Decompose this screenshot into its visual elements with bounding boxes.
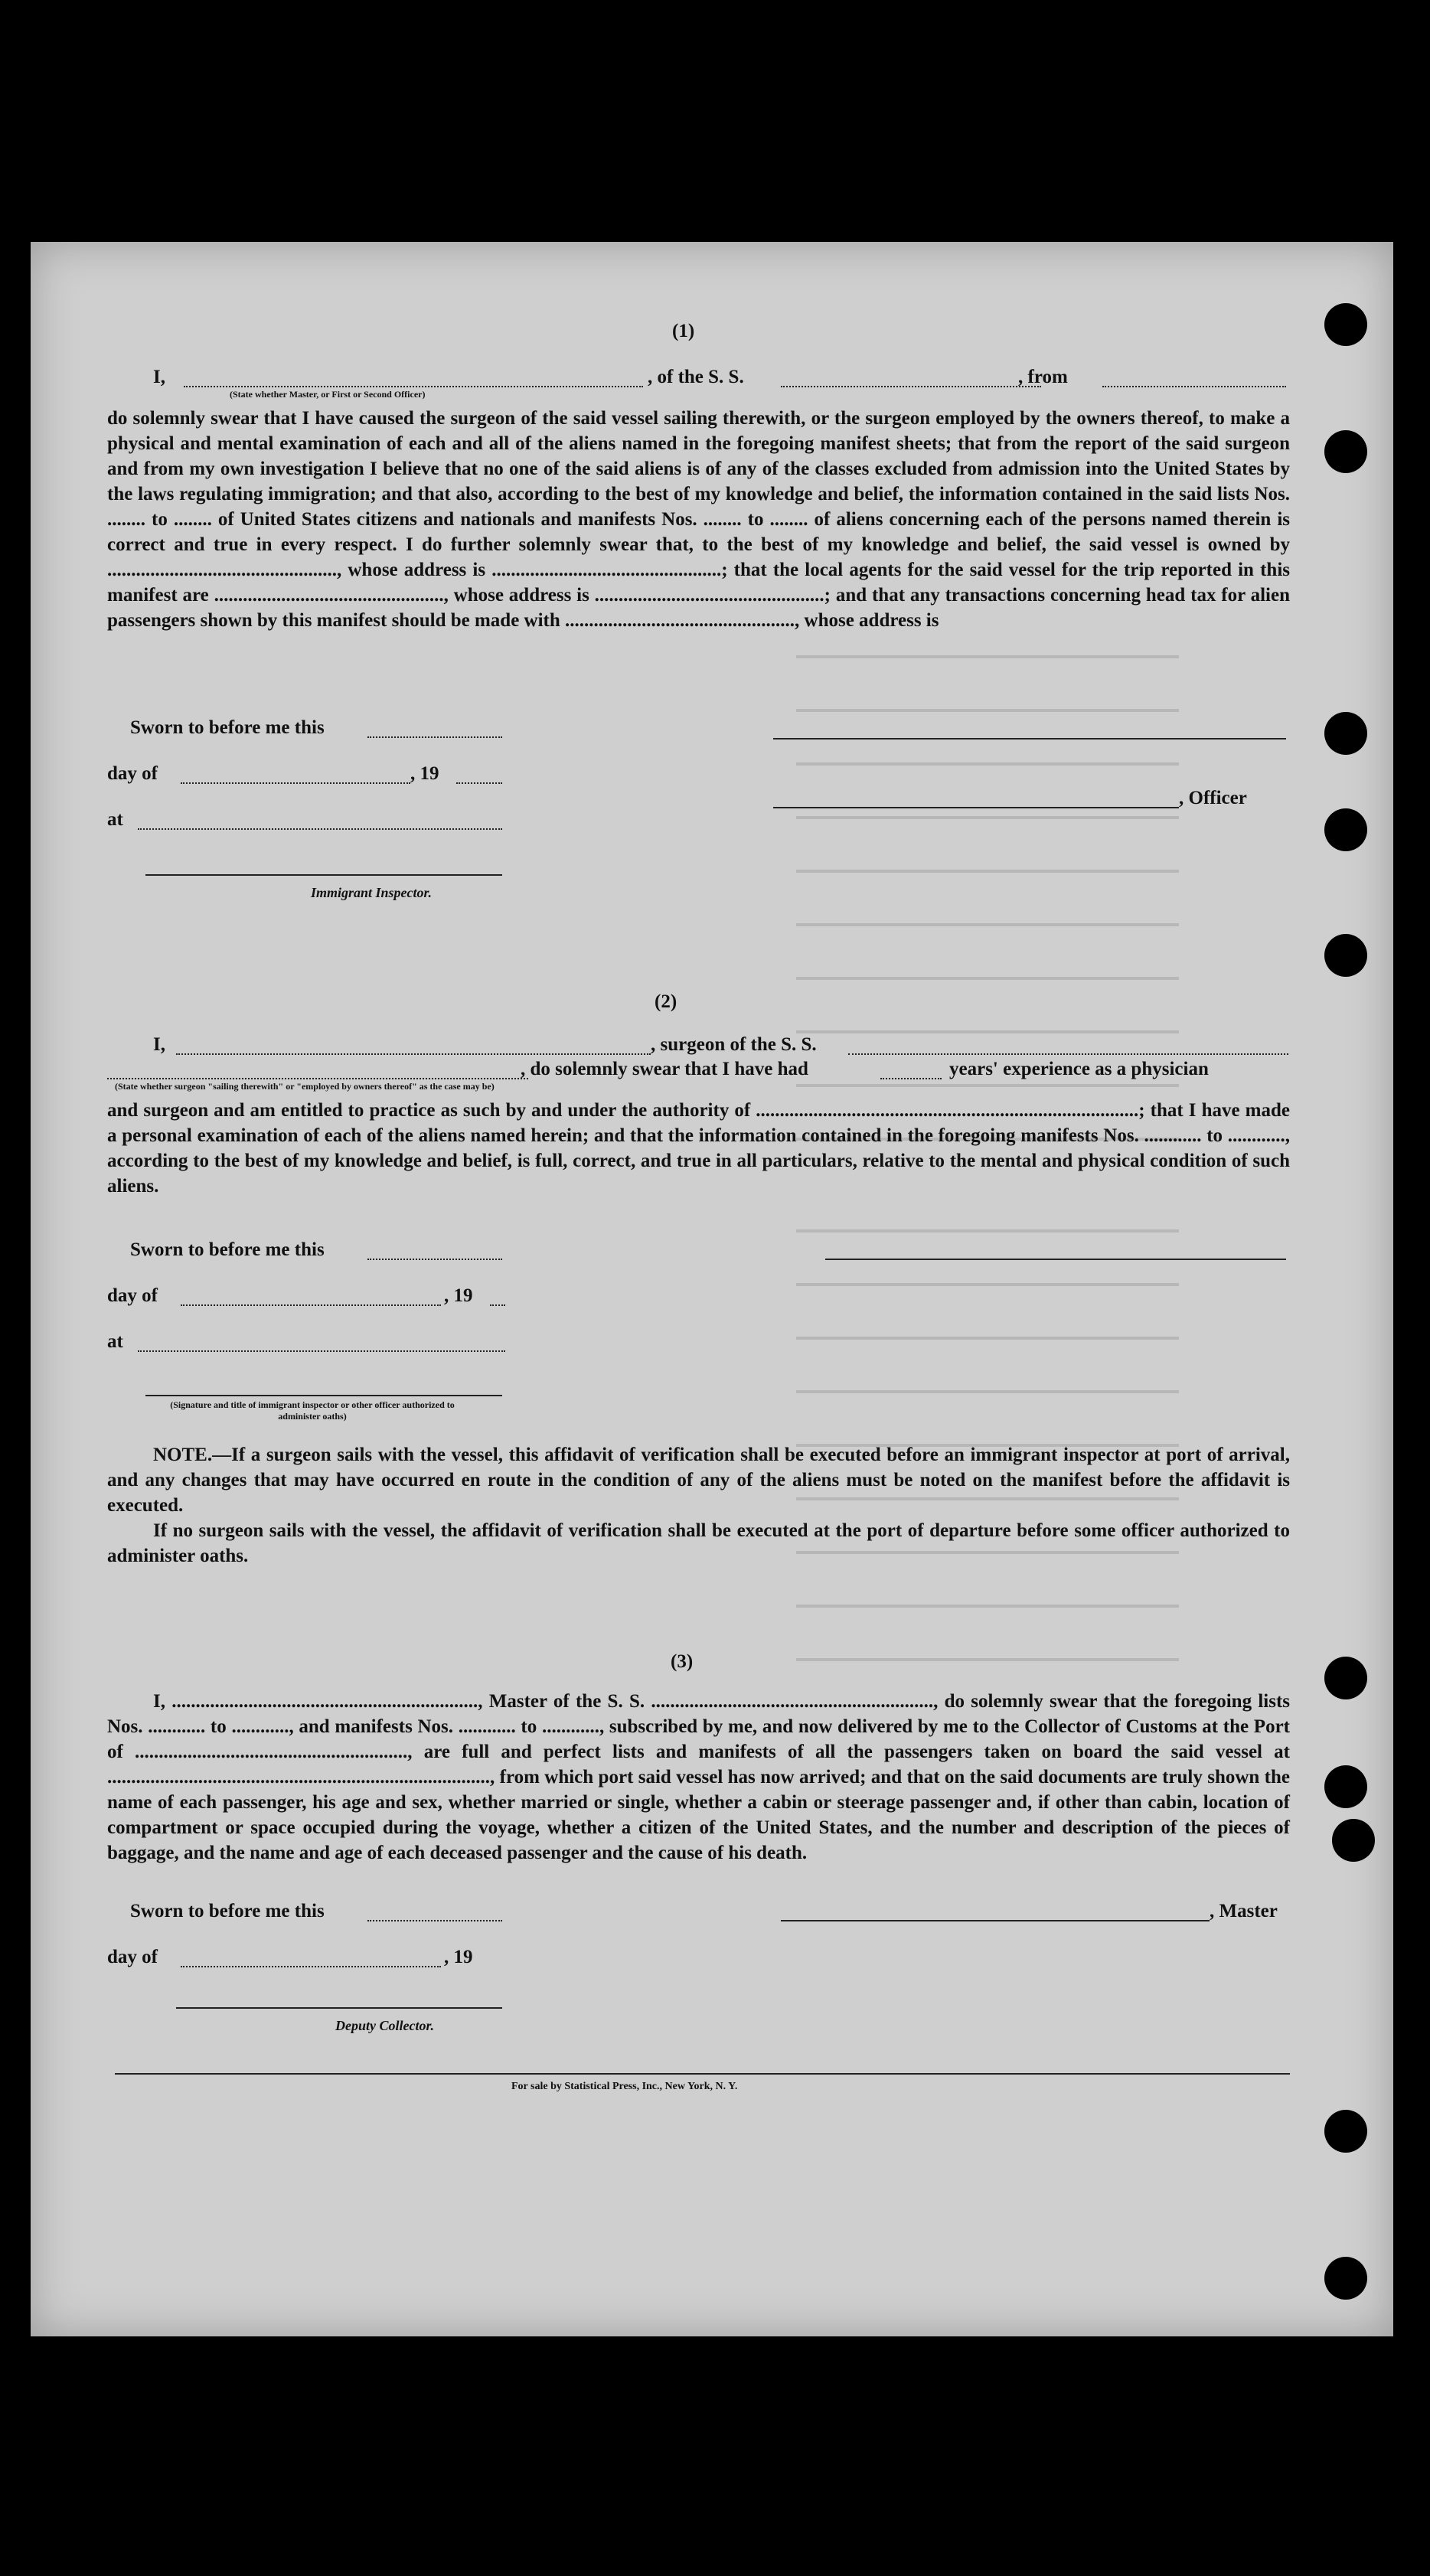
bleed-through-text [796, 1199, 1179, 1673]
section-number: (1) [672, 321, 695, 341]
punch-hole [1324, 430, 1367, 473]
years-line [880, 1078, 942, 1079]
punch-hole [1324, 934, 1367, 977]
footer-rule [115, 2073, 1290, 2075]
signature-title-note: (Signature and title of immigrant inspector or other officer authorized to administer oaths) [170, 1399, 455, 1422]
surgeon-vessel-line [848, 1053, 1288, 1055]
master-signature-line [781, 1920, 1210, 1921]
punch-hole [1332, 1819, 1375, 1862]
note-paragraph: NOTE.—If a surgeon sails with the vessel, this affidavit of verification shall be executed before an immigrant inspector at port of arrival, and any changes that may have occurred en route in the condition of any of the aliens must be noted on the manifest before the affidavit is executed. [107, 1445, 1290, 1516]
of-ss-label: , of the S. S. [648, 367, 744, 387]
year-line [456, 782, 502, 784]
day-line [181, 1304, 441, 1306]
immigrant-inspector-label: Immigrant Inspector. [311, 885, 433, 900]
master-label: , Master [1210, 1901, 1278, 1921]
note-paragraph: If no surgeon sails with the vessel, the affidavit of verification shall be executed at the port of departure before some officer authorized to administer oaths. [107, 1520, 1290, 1566]
day-of-label: day of [107, 763, 158, 784]
year-label: , 19 [410, 763, 439, 784]
year-line [490, 1304, 505, 1306]
printer-credit: For sale by Statistical Press, Inc., New York, N. Y. [511, 2081, 738, 2092]
section-number: (3) [671, 1651, 694, 1672]
surgeon-status-line [107, 1078, 528, 1079]
punch-hole [1324, 1765, 1367, 1808]
from-label: , from [1018, 367, 1068, 387]
years-experience-label: years' experience as a physician [949, 1059, 1209, 1079]
sworn-label: Sworn to before me this [130, 1239, 325, 1260]
oath-paragraph-1: do solemnly swear that I have caused the surgeon of the said vessel sailing therewith, or the surgeon employed by the owners thereof, to make a physical and mental examination of each and all of the aliens named in the foregoing manifest sheets; that from the report of the said surgeon and from my own investigation I believe that no one of the said aliens is of any of the classes excluded from admission into the United States by the laws regulating immigration; and that also, according to the best of my knowledge and belief, the information contained in the said lists Nos. ........ to ........ of United States citizens and nationals and manifests Nos. ........ to ........ of aliens concerning each of the persons named therein is correct and true in every respect. I do further solemnly swear that, to the best of my knowledge and belief, the said vessel is owned by ................................................, whose address is ................................................; that the local agents for the said vessel for the trip reported in this manifest are ................................................, whose address is ................................................; and that any transactions concerning head tax for alien passengers shown by this manifest should be made with ................................................, whose address is [107, 408, 1290, 631]
sworn-label: Sworn to before me this [130, 1901, 325, 1921]
surgeon-signature-line [825, 1259, 1286, 1260]
surgeon-name-line [176, 1053, 651, 1055]
punch-hole [1324, 1657, 1367, 1699]
section-number: (2) [655, 991, 677, 1012]
officer-signature-line [145, 1395, 502, 1396]
officer-signature-line [773, 807, 1179, 808]
day-line [181, 782, 410, 784]
deputy-collector-label: Deputy Collector. [335, 2018, 434, 2033]
sworn-date-line [367, 1259, 502, 1260]
at-line [138, 828, 502, 830]
punch-hole [1324, 303, 1367, 346]
surgeon-state-note: (State whether surgeon "sailing therewith" or "employed by owners thereof" as the case may be) [115, 1081, 495, 1092]
punch-hole [1324, 808, 1367, 851]
sworn-date-line [367, 736, 502, 738]
day-of-label: day of [107, 1285, 158, 1306]
surgeon-of-ss-label: , surgeon of the S. S. [651, 1034, 817, 1055]
sworn-label: Sworn to before me this [130, 717, 325, 738]
officer-blank-line-1 [773, 738, 1286, 739]
sworn-date-line [367, 1920, 502, 1921]
from-port-line [1102, 386, 1286, 387]
deputy-collector-signature-line [176, 2007, 502, 2009]
year-label: , 19 [444, 1947, 473, 1967]
surgeon-oath-paragraph: and surgeon and am entitled to practice as such by and under the authority of ................................................................................; that I have made a personal examination of each of the aliens named herein; and that the information contained in the foregoing manifests Nos. ............ to ............, according to the best of my knowledge and belief, is full, correct, and true in all particulars, relative to the mental and physical condition of such aliens. [107, 1100, 1290, 1197]
state-whether-note: (State whether Master, or First or Second Officer) [230, 389, 426, 400]
at-label: at [107, 1331, 123, 1352]
master-name-line [184, 386, 643, 387]
day-of-label: day of [107, 1947, 158, 1967]
manifest-page [31, 242, 1393, 2336]
year-label: , 19 [444, 1285, 473, 1306]
punch-hole [1324, 2110, 1367, 2153]
punch-hole [1324, 2257, 1367, 2300]
punch-hole [1324, 712, 1367, 755]
day-line [181, 1966, 441, 1967]
at-line [138, 1350, 505, 1352]
at-label: at [107, 809, 123, 830]
vessel-name-line [781, 386, 1041, 387]
surgeon-i-label: I, [153, 1034, 165, 1055]
officer-label: , Officer [1179, 788, 1247, 808]
inspector-signature-line [145, 874, 502, 876]
master-oath-paragraph: I, ................................................................, Master of the S. S. ..........................................................., do solemnly swear that the foregoing lists Nos. ............ to ............, and manifests Nos. ............ to ............, subscribed by me, and now delivered by me to the Collector of Customs at the Port of ........................................................., are full and perfect lists and manifests of all the passengers taken on board the said vessel at ................................................................................, from which port said vessel has now arrived; and that on the said documents are truly shown the name of each passenger, his age and sex, whether married or single, whether a cabin or steerage passenger and, if other than cabin, location of compartment or space occupied during the voyage, whether a citizen of the United States, and the number and description of the pieces of baggage, and the name and age of each deceased passenger and the cause of his death. [107, 1691, 1290, 1863]
oath-i-label: I, [153, 367, 165, 387]
do-solemnly-swear-label: , do solemnly swear that I have had [521, 1059, 808, 1079]
